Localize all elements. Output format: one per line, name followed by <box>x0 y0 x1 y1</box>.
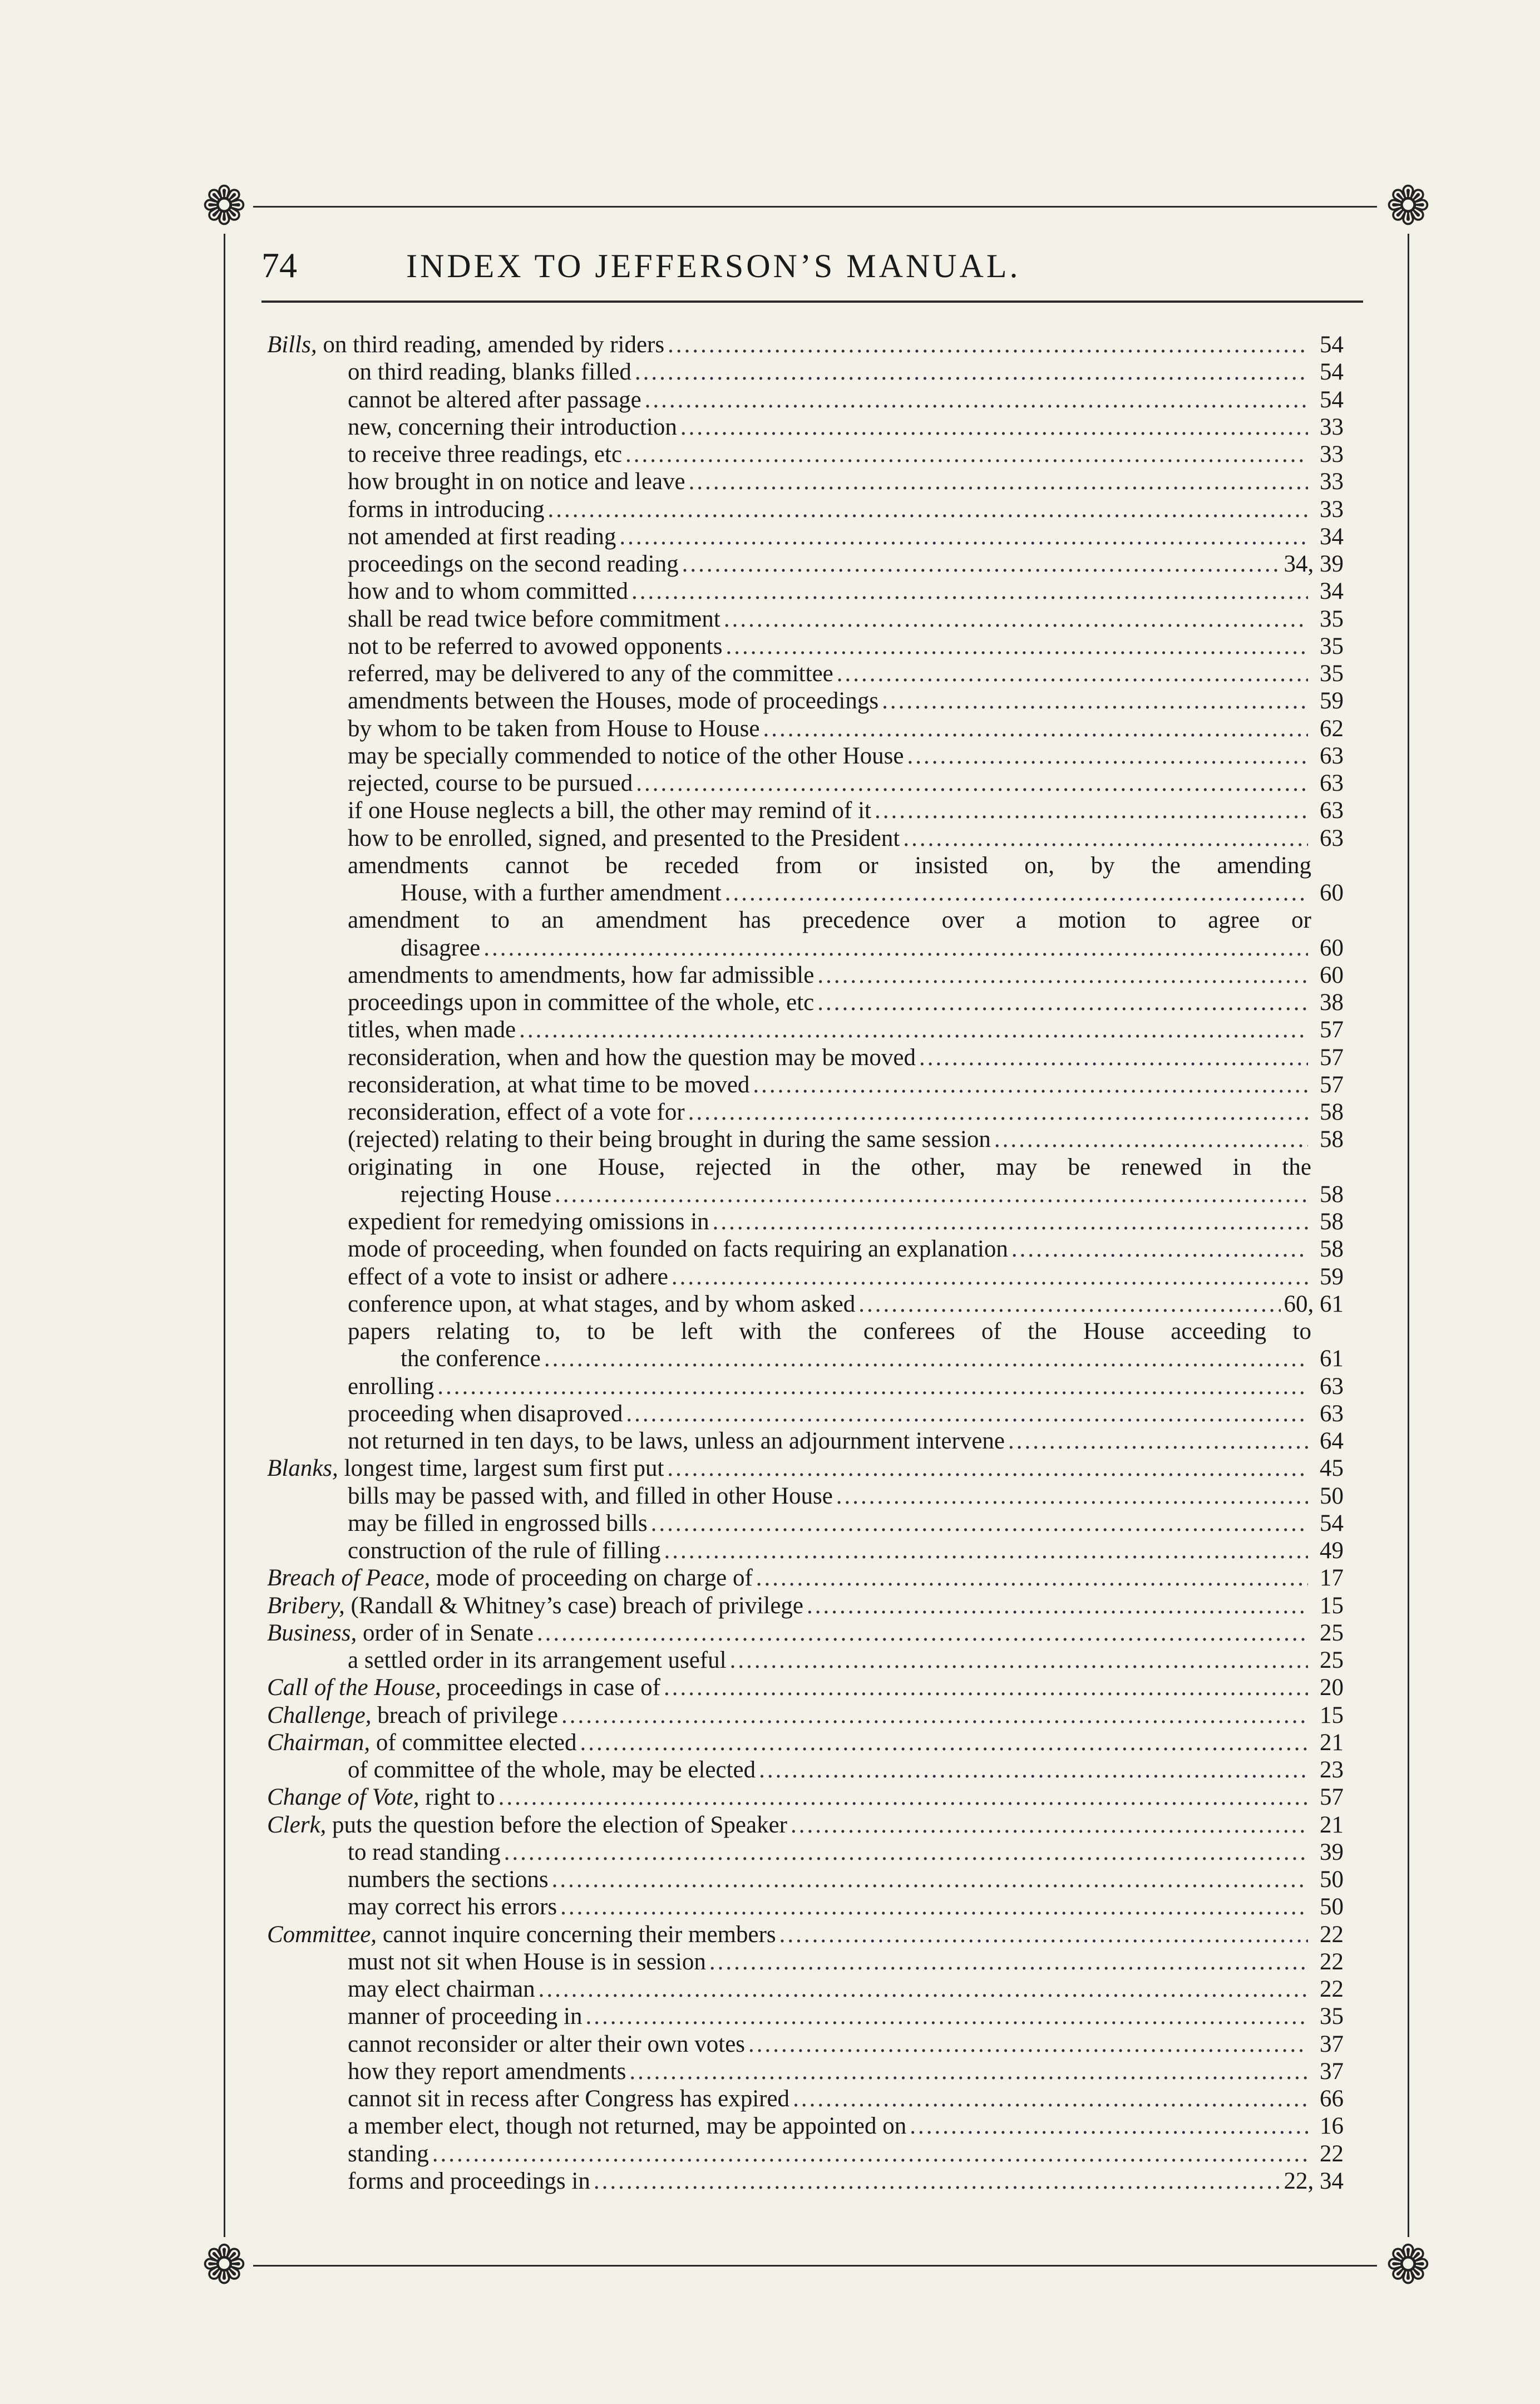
dot-leader <box>713 1208 1308 1235</box>
dot-leader <box>748 2031 1308 2058</box>
index-entry <box>267 715 1344 742</box>
dot-leader <box>537 1619 1308 1647</box>
index-heading: Business, <box>267 1619 357 1646</box>
dot-leader <box>667 1455 1308 1482</box>
index-page-ref: 33 <box>1320 441 1344 467</box>
index-entry <box>267 550 1344 578</box>
index-page-ref: 39 <box>1320 1839 1344 1865</box>
dot-leader <box>619 523 1308 550</box>
dot-leader <box>791 1811 1308 1839</box>
dot-leader <box>759 1756 1308 1784</box>
index-entry <box>267 660 1344 687</box>
dot-leader <box>552 1866 1308 1893</box>
dot-leader <box>837 660 1308 687</box>
frame-bottom-rule <box>253 2265 1377 2267</box>
index-page-ref: 58 <box>1320 1126 1344 1153</box>
dot-leader <box>779 1921 1308 1948</box>
index-page-ref: 33 <box>1320 469 1344 495</box>
index-page-ref: 20 <box>1320 1674 1344 1701</box>
index-page-ref: 63 <box>1320 1400 1344 1427</box>
index-entry-text: a member elect, though not returned, may be appointed on <box>348 2113 907 2140</box>
index-page-ref: 60 <box>1320 934 1344 961</box>
index-entry <box>267 2058 1344 2085</box>
dot-leader <box>724 605 1308 633</box>
index-entry <box>267 1866 1344 1893</box>
dot-leader <box>651 1510 1308 1537</box>
index-page-ref: 58 <box>1320 1099 1344 1125</box>
dot-leader <box>730 1647 1308 1674</box>
dot-leader <box>561 1702 1308 1729</box>
index-entry-text: rejected, course to be pursued <box>348 770 633 796</box>
index-page-ref: 22 <box>1320 1948 1344 1975</box>
index-entry <box>267 1318 1344 1345</box>
index-entry <box>267 1647 1344 1674</box>
dot-leader <box>560 1893 1308 1920</box>
dot-leader <box>498 1784 1308 1811</box>
dot-leader <box>1011 1235 1308 1263</box>
index-page-ref: 21 <box>1320 1811 1344 1838</box>
dot-leader <box>483 934 1308 962</box>
index-entry <box>267 1071 1344 1098</box>
index-page-ref: 35 <box>1320 633 1344 659</box>
index-page-ref: 50 <box>1320 1894 1344 1920</box>
index-entry-text: not to be referred to avowed opponents <box>348 633 723 659</box>
index-entry-text: may correct his errors <box>348 1894 557 1920</box>
dot-leader <box>437 1373 1308 1400</box>
index-page-ref: 58 <box>1320 1209 1344 1235</box>
dot-leader <box>580 1729 1308 1756</box>
index-page-ref: 58 <box>1320 1181 1344 1208</box>
index-page-ref: 63 <box>1320 825 1344 851</box>
index-entry-text: titles, when made <box>348 1017 516 1043</box>
index-page-ref: 15 <box>1320 1702 1344 1728</box>
index-entry-text: on third reading, amended by riders <box>323 332 665 358</box>
index-entry-text: mode of proceeding, when founded on facts requiring an explanation <box>348 1236 1008 1263</box>
frame-right-rule <box>1408 234 1409 2237</box>
index-page-ref: 57 <box>1320 1784 1344 1811</box>
index-page-ref: 22 <box>1320 1921 1344 1948</box>
index-entry <box>267 989 1344 1016</box>
index-heading: Change of Vote, <box>267 1784 419 1811</box>
index-page-ref: 35 <box>1320 661 1344 687</box>
index-entry <box>267 2031 1344 2058</box>
index-page-ref: 58 <box>1320 1236 1344 1263</box>
index-entry-text: House, with a further amendment <box>401 880 722 906</box>
index-entry-text: the conference <box>401 1346 541 1372</box>
index-entry-text: cannot reconsider or alter their own votes <box>348 2031 746 2057</box>
index-entry-text: disagree <box>401 934 481 961</box>
dot-leader <box>994 1126 1308 1153</box>
index-entry <box>267 1564 1344 1592</box>
index-entry-text: originating in one House, rejected in the other, may be renewed in the <box>348 1154 1311 1180</box>
index-entry <box>267 770 1344 797</box>
dot-leader <box>631 578 1308 605</box>
index-entry-text: how and to whom committed <box>348 578 628 605</box>
index-entry-text: amendments between the Houses, mode of proceedings <box>348 688 879 715</box>
dot-leader <box>504 1839 1308 1866</box>
index-entry-text: cannot be altered after passage <box>348 386 641 413</box>
dot-leader <box>432 2140 1308 2167</box>
index-entry-text: longest time, largest sum first put <box>344 1455 664 1482</box>
index-entry-text: reconsideration, when and how the question may be moved <box>348 1044 916 1071</box>
index-page-ref: 35 <box>1320 605 1344 632</box>
index-page-ref: 59 <box>1320 688 1344 715</box>
index-page-ref: 37 <box>1320 2031 1344 2057</box>
dot-leader <box>636 770 1308 797</box>
dot-leader <box>793 2085 1308 2112</box>
index-page-ref: 60 <box>1320 962 1344 988</box>
index-page-ref: 50 <box>1320 1482 1344 1509</box>
index-entry-text: not amended at first reading <box>348 523 616 550</box>
dot-leader <box>680 413 1308 441</box>
index-entry-text: rejecting House <box>401 1181 552 1208</box>
index-entry-text: proceedings in case of <box>447 1674 660 1701</box>
index-entry-text: breach of privilege <box>377 1702 558 1728</box>
index-entry-text: by whom to be taken from House to House <box>348 715 760 742</box>
dot-leader <box>875 797 1308 824</box>
index-entry <box>267 331 1344 358</box>
index-page-ref: 22, 34 <box>1284 2167 1344 2194</box>
dot-leader <box>555 1181 1308 1208</box>
index-heading: Bills, <box>267 332 317 358</box>
index-entry-text: of committee elected <box>376 1729 577 1756</box>
dot-leader <box>725 879 1308 907</box>
page-number: 74 <box>261 245 297 285</box>
index-entry <box>267 1619 1344 1647</box>
index-entry <box>267 1098 1344 1126</box>
index-page-ref: 34 <box>1320 578 1344 605</box>
index-entry-text: how to be enrolled, signed, and presented to the President <box>348 825 900 851</box>
index-entry <box>267 1016 1344 1043</box>
dot-leader <box>807 1592 1308 1619</box>
dot-leader <box>668 331 1308 358</box>
index-entry <box>267 1044 1344 1071</box>
dot-leader <box>539 1976 1308 2003</box>
index-page-ref: 35 <box>1320 2003 1344 2030</box>
index-entry-text: right to <box>425 1784 495 1811</box>
index-entry-text: (rejected) relating to their being brought in during the same session <box>348 1126 991 1153</box>
dot-leader <box>682 550 1281 578</box>
index-page-ref: 63 <box>1320 797 1344 824</box>
index-page-ref: 50 <box>1320 1866 1344 1893</box>
index-entry-text: to receive three readings, etc <box>348 441 623 467</box>
index-entry-text: conference upon, at what stages, and by whom asked <box>348 1290 856 1317</box>
index-entry-text: of committee of the whole, may be elected <box>348 1757 756 1783</box>
index-entry <box>267 1702 1344 1729</box>
index-heading: Call of the House, <box>267 1674 441 1701</box>
index-entry-text: puts the question before the election of Speaker <box>332 1811 787 1838</box>
dot-leader <box>629 2058 1308 2085</box>
index-entry <box>267 852 1344 879</box>
index-page-ref: 54 <box>1320 359 1344 386</box>
dot-leader <box>664 1537 1308 1564</box>
dot-leader <box>544 1345 1308 1372</box>
dot-leader <box>519 1016 1308 1043</box>
dot-leader <box>1008 1427 1308 1455</box>
index-heading: Chairman, <box>267 1729 371 1756</box>
index-entry <box>267 358 1344 386</box>
index-page-ref: 54 <box>1320 1510 1344 1536</box>
index-page-ref: 60 <box>1320 880 1344 906</box>
index-entry-text: enrolling <box>348 1373 435 1400</box>
index-heading: Blanks, <box>267 1455 338 1482</box>
page-header <box>261 245 1363 286</box>
index-entry <box>267 1592 1344 1619</box>
index-entry-text: must not sit when House is in session <box>348 1948 706 1975</box>
index-page-ref: 61 <box>1320 1346 1344 1372</box>
index-entry-text: on third reading, blanks filled <box>348 359 631 386</box>
index-entry <box>267 1976 1344 2003</box>
index-entry-text: shall be read twice before commitment <box>348 605 720 632</box>
index-page-ref: 37 <box>1320 2058 1344 2085</box>
dot-leader <box>753 1071 1308 1098</box>
index-entry <box>267 1181 1344 1208</box>
index-page-ref: 63 <box>1320 742 1344 769</box>
index-heading: Clerk, <box>267 1811 327 1838</box>
ornament-bottom-right-icon: ❁ <box>1385 2235 1431 2295</box>
index-heading: Breach of Peace, <box>267 1565 431 1592</box>
index-entry <box>267 1948 1344 1976</box>
index-entry-text: manner of proceeding in <box>348 2003 583 2030</box>
dot-leader <box>635 358 1308 386</box>
index-entry <box>267 934 1344 962</box>
index-page-ref: 34, 39 <box>1284 551 1344 577</box>
dot-leader <box>548 496 1308 523</box>
index-entry <box>267 1400 1344 1427</box>
index-page-ref: 21 <box>1320 1729 1344 1756</box>
index-page-ref: 54 <box>1320 386 1344 413</box>
index-entry <box>267 386 1344 413</box>
dot-leader <box>882 687 1308 715</box>
dot-leader <box>817 989 1308 1016</box>
index-entry-text: numbers the sections <box>348 1866 549 1893</box>
index-entry <box>267 605 1344 633</box>
page-title: INDEX TO JEFFERSON’S MANUAL. <box>406 248 1021 284</box>
index-entry <box>267 578 1344 605</box>
index-entry <box>267 1208 1344 1235</box>
index-page-ref: 64 <box>1320 1428 1344 1454</box>
index-entry-text: a settled order in its arrangement useful <box>348 1647 727 1673</box>
index-entry-text: (Randall & Whitney’s case) breach of privilege <box>351 1592 803 1619</box>
index-entry <box>267 1893 1344 1920</box>
dot-leader <box>645 386 1308 413</box>
index-page-ref: 34 <box>1320 523 1344 550</box>
index-entry <box>267 797 1344 824</box>
index-entry <box>267 523 1344 550</box>
index-entry-text: proceeding when disaproved <box>348 1400 623 1427</box>
index-entries <box>267 331 1344 2195</box>
index-entry <box>267 413 1344 441</box>
index-entry-text: effect of a vote to insist or adhere <box>348 1263 668 1290</box>
index-entry <box>267 2085 1344 2112</box>
index-entry-text: standing <box>348 2140 429 2167</box>
dot-leader <box>756 1564 1308 1592</box>
index-heading: Committee, <box>267 1921 377 1948</box>
index-entry <box>267 633 1344 660</box>
ornament-top-left-icon: ❁ <box>201 176 247 236</box>
index-entry <box>267 1235 1344 1263</box>
frame-left-rule <box>224 234 225 2237</box>
index-heading: Bribery, <box>267 1592 345 1619</box>
dot-leader <box>763 715 1308 742</box>
index-entry <box>267 742 1344 770</box>
dot-leader <box>689 468 1308 495</box>
index-entry-text: amendments to amendments, how far admissible <box>348 962 815 988</box>
index-entry-text: to read standing <box>348 1839 501 1865</box>
index-entry <box>267 2003 1344 2030</box>
index-page-ref: 33 <box>1320 496 1344 523</box>
index-entry-text: amendments cannot be receded from or insisted on, by the amending <box>348 852 1311 879</box>
index-entry-text: may be specially commended to notice of the other House <box>348 742 904 769</box>
index-entry <box>267 1756 1344 1784</box>
index-entry <box>267 1263 1344 1290</box>
dot-leader <box>910 2112 1308 2140</box>
index-heading: Challenge, <box>267 1702 372 1728</box>
index-entry-text: proceedings upon in committee of the whole, etc <box>348 989 815 1016</box>
index-page-ref: 22 <box>1320 1976 1344 2002</box>
index-entry <box>267 1482 1344 1510</box>
index-entry <box>267 879 1344 907</box>
index-page-ref: 49 <box>1320 1538 1344 1564</box>
dot-leader <box>585 2003 1308 2030</box>
index-entry-text: forms in introducing <box>348 496 545 523</box>
index-entry-text: expedient for remedying omissions in <box>348 1209 709 1235</box>
index-entry <box>267 2112 1344 2140</box>
index-entry-text: how they report amendments <box>348 2058 626 2085</box>
index-entry <box>267 2140 1344 2167</box>
index-entry <box>267 1455 1344 1482</box>
index-entry <box>267 962 1344 989</box>
index-entry <box>267 496 1344 523</box>
dot-leader <box>664 1674 1308 1701</box>
index-entry-text: bills may be passed with, and filled in other House <box>348 1482 833 1509</box>
index-entry <box>267 1839 1344 1866</box>
index-entry <box>267 1345 1344 1372</box>
index-entry <box>267 1154 1344 1181</box>
dot-leader <box>709 1948 1308 1976</box>
dot-leader <box>919 1044 1308 1071</box>
index-entry-text: may elect chairman <box>348 1976 535 2002</box>
index-entry-text: reconsideration, effect of a vote for <box>348 1099 685 1125</box>
index-entry <box>267 1537 1344 1564</box>
index-page-ref: 63 <box>1320 1373 1344 1400</box>
index-entry-text: if one House neglects a bill, the other may remind of it <box>348 797 871 824</box>
index-entry <box>267 2167 1344 2195</box>
index-page-ref: 62 <box>1320 715 1344 742</box>
index-entry-text: amendment to an amendment has precedence over a motion to agree or <box>348 907 1311 934</box>
index-entry-text: new, concerning their introduction <box>348 413 677 440</box>
index-page-ref: 22 <box>1320 2140 1344 2167</box>
index-entry-text: may be filled in engrossed bills <box>348 1510 648 1536</box>
index-entry <box>267 1921 1344 1948</box>
ornament-bottom-left-icon: ❁ <box>201 2235 247 2295</box>
index-entry <box>267 1784 1344 1811</box>
index-page-ref: 59 <box>1320 1263 1344 1290</box>
index-entry <box>267 1811 1344 1839</box>
index-entry-text: how brought in on notice and leave <box>348 469 685 495</box>
dot-leader <box>626 1400 1308 1427</box>
index-entry-text: mode of proceeding on charge of <box>436 1565 753 1592</box>
index-entry <box>267 1427 1344 1455</box>
index-entry-text: referred, may be delivered to any of the committee <box>348 661 833 687</box>
index-entry <box>267 1674 1344 1701</box>
ornament-top-right-icon: ❁ <box>1385 176 1431 236</box>
dot-leader <box>858 1290 1280 1318</box>
index-entry-text: not returned in ten days, to be laws, unless an adjournment intervene <box>348 1428 1005 1454</box>
index-entry <box>267 907 1344 934</box>
index-entry <box>267 1290 1344 1318</box>
index-entry-text: proceedings on the second reading <box>348 551 679 577</box>
index-page-ref: 57 <box>1320 1017 1344 1043</box>
index-page-ref: 38 <box>1320 989 1344 1016</box>
index-page-ref: 63 <box>1320 770 1344 796</box>
index-entry <box>267 687 1344 715</box>
dot-leader <box>625 441 1308 468</box>
dot-leader <box>672 1263 1308 1290</box>
index-entry-text: cannot sit in recess after Congress has expired <box>348 2086 790 2112</box>
index-entry <box>267 468 1344 495</box>
index-entry-text: order of in Senate <box>363 1619 534 1646</box>
index-page-ref: 54 <box>1320 332 1344 358</box>
index-entry-text: cannot inquire concerning their members <box>382 1921 776 1948</box>
index-page-ref: 57 <box>1320 1044 1344 1071</box>
index-page-ref: 57 <box>1320 1071 1344 1098</box>
index-page-ref: 23 <box>1320 1757 1344 1783</box>
index-page-ref: 17 <box>1320 1565 1344 1592</box>
dot-leader <box>817 962 1308 989</box>
index-page-ref: 16 <box>1320 2113 1344 2140</box>
frame-top-rule <box>253 206 1377 208</box>
dot-leader <box>725 633 1308 660</box>
index-entry-text: construction of the rule of filling <box>348 1538 661 1564</box>
index-entry <box>267 825 1344 852</box>
index-entry-text: forms and proceedings in <box>348 2167 590 2194</box>
dot-leader <box>907 742 1308 770</box>
index-page-ref: 66 <box>1320 2086 1344 2112</box>
dot-leader <box>594 2167 1281 2195</box>
index-page-ref: 45 <box>1320 1455 1344 1482</box>
index-entry-text: reconsideration, at what time to be moved <box>348 1071 750 1098</box>
index-page-ref: 15 <box>1320 1592 1344 1619</box>
header-rule <box>261 300 1363 303</box>
index-page-ref: 33 <box>1320 413 1344 440</box>
index-entry <box>267 1729 1344 1756</box>
index-page-ref: 25 <box>1320 1619 1344 1646</box>
index-entry <box>267 1126 1344 1153</box>
index-entry <box>267 441 1344 468</box>
index-page-ref: 25 <box>1320 1647 1344 1673</box>
dot-leader <box>688 1098 1308 1126</box>
index-entry <box>267 1373 1344 1400</box>
index-page-ref: 60, 61 <box>1284 1290 1344 1317</box>
dot-leader <box>836 1482 1308 1510</box>
index-entry-text: papers relating to, to be left with the conferees of the House acceeding to <box>348 1318 1311 1344</box>
index-entry <box>267 1510 1344 1537</box>
dot-leader <box>903 825 1308 852</box>
